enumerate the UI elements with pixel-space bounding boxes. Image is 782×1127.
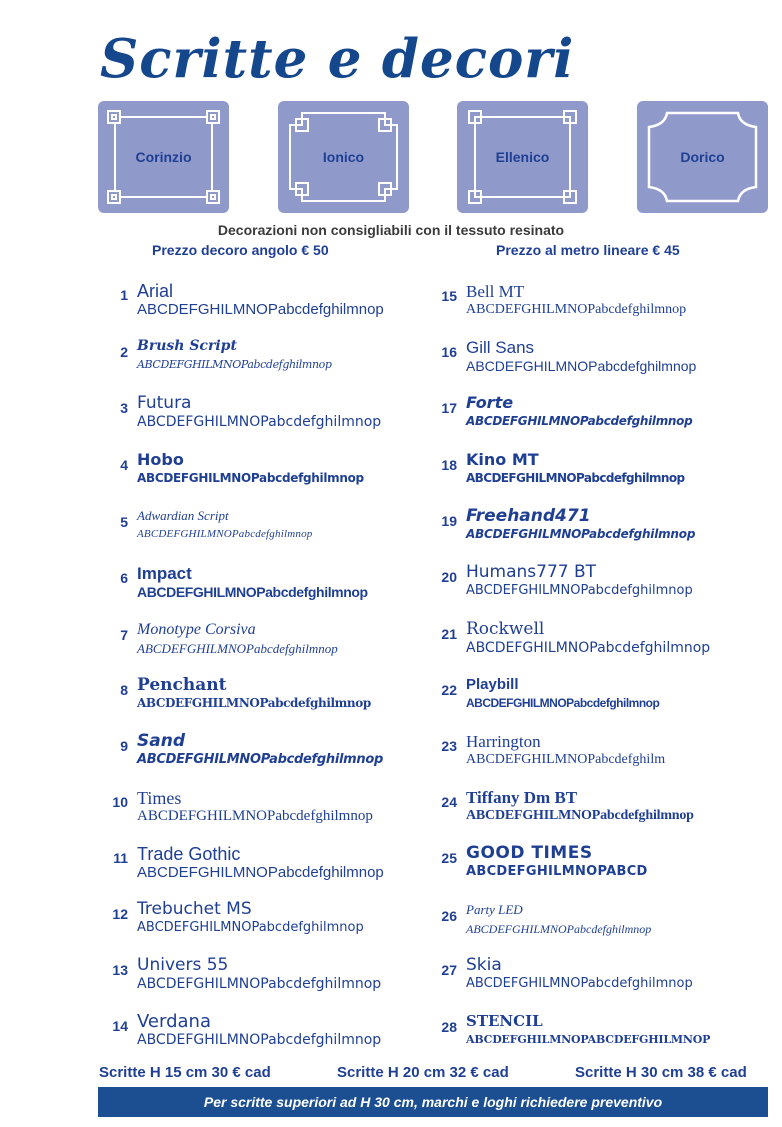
corner-price: Prezzo decoro angolo € 50 [152,242,329,258]
font-name: Freehand471 [466,506,591,526]
resin-fabric-note: Decorazioni non consigliabili con il tessuto resinato [217,222,565,238]
decor-label: Corinzio [135,149,192,165]
height-price-20: Scritte H 20 cm 32 € cad [337,1064,509,1081]
font-name: Times [137,788,182,808]
font-name: Rockwell [466,619,545,639]
font-name: Univers 55 [137,955,229,975]
font-name: Trebuchet MS [137,899,252,919]
font-name: Futura [137,393,192,413]
font-number: 23 [441,738,457,754]
font-sample: ABCDEFGHILMNOPabcdefghilmnop [137,641,338,656]
font-name: Brush Script [137,338,237,354]
font-sample: ABCDEFGHILMNOPabcdefghilmnop [466,527,696,541]
font-sample: ABCDEFGHILMNOPabcdefghilmnop [466,358,697,374]
font-name: Tiffany Dm BT [466,788,578,807]
font-number: 16 [441,344,457,360]
font-name: Arial [137,281,174,301]
font-name: Verdana [137,1011,211,1032]
font-number: 7 [120,627,128,643]
font-sample: ABCDEFGHILMNOPabcdefghilmnop [137,471,364,485]
font-name: Sand [137,731,185,751]
font-number: 18 [441,457,457,473]
font-number: 14 [112,1018,128,1034]
font-number: 26 [441,908,457,924]
font-number: 27 [441,962,457,978]
font-sample: ABCDEFGHILMNOPabcdefghilm [466,752,666,767]
font-sample: ABCDEFGHILMNOPabcdefghilmnop [137,528,313,540]
font-number: 9 [120,738,128,754]
font-name: Harrington [466,732,541,751]
font-name: Adwardian Script [137,508,229,523]
decor-label: Dorico [680,149,725,165]
font-name: Hobo [137,450,184,469]
font-number: 25 [441,850,457,866]
font-sample: ABCDEFGHILMNOPabcdefghilmnop [466,471,685,485]
font-name: Kino MT [466,450,539,469]
font-number: 8 [120,682,128,698]
font-number: 24 [441,794,457,810]
font-number: 10 [112,794,128,810]
font-name: Bell MT [466,282,525,301]
decor-panel-ellenico [457,101,588,213]
font-sample: ABCDEFGHILMNOPabcdefghilmnop [137,976,382,992]
font-name: Monotype Corsiva [137,621,256,638]
font-number: 19 [441,513,457,529]
decor-panel-corinzio [98,101,229,213]
font-number: 22 [441,682,457,698]
font-sample: ABCDEFGHILMNOPabcdefghilmnop [137,414,382,430]
font-name: Party LED [466,902,523,917]
font-number: 17 [441,400,457,416]
font-number: 5 [120,514,128,530]
font-number: 1 [120,287,128,303]
font-sample: ABCDEFGHILMNOPabcdefghilmnop [466,414,693,428]
quote-banner: Per scritte superiori ad H 30 cm, marchi e loghi richiedere preventivo [98,1087,768,1117]
font-name: Skia [466,955,502,975]
decor-panel-ionico [278,101,409,213]
font-number: 6 [120,570,128,586]
font-name: Trade Gothic [137,844,241,864]
font-sample: ABCDEFGHILMNOPabcdefghilmnop [466,583,693,598]
font-sample: ABCDEFGHILMNOPabcdefghilmnop [137,808,373,824]
font-name: Playbill [466,676,519,693]
font-name: Humans777 BT [466,562,597,582]
font-number: 20 [441,569,457,585]
font-number: 12 [112,906,128,922]
font-number: 15 [441,288,457,304]
font-sample: ABCDEFGHILMNOPabcdefghilmnop [137,696,371,710]
font-sample: ABCDEFGHILMNOPABCD [466,864,648,879]
font-number: 28 [441,1019,457,1035]
font-name: Impact [137,564,192,583]
font-number: 4 [120,457,128,473]
font-number: 3 [120,400,128,416]
font-sample: ABCDEFGHILMNOPabcdefghilmnop [466,808,694,823]
font-name: Forte [466,393,514,412]
font-name: Gill Sans [466,338,535,357]
font-number: 21 [441,626,457,642]
font-name: GOOD TIMES [466,843,593,863]
font-sample: ABCDEFGHILMNOPabcdefghilmnop [137,358,332,371]
decor-label: Ellenico [495,149,550,165]
font-sample: ABCDEFGHILMNOPabcdefghilmnop [137,584,368,600]
font-number: 13 [112,962,128,978]
font-sample: ABCDEFGHILMNOPABCDEFGHILMNOP [466,1033,711,1046]
font-sample: ABCDEFGHILMNOPabcdefghilmnop [137,920,364,935]
meter-price: Prezzo al metro lineare € 45 [496,242,680,258]
font-name: STENCIL [466,1012,543,1030]
font-sample: ABCDEFGHILMNOPabcdefghilmnop [137,752,383,767]
page-title: Scritte e decori [100,28,575,90]
font-sample: ABCDEFGHILMNOPabcdefghilmnop [466,696,660,710]
font-sample: ABCDEFGHILMNOPabcdefghilmnop [466,302,687,317]
font-sample: ABCDEFGHILMNOPabcdefghilmnop [137,301,384,318]
font-sample: ABCDEFGHILMNOPabcdefghilmnop [466,640,711,656]
height-price-15: Scritte H 15 cm 30 € cad [99,1064,271,1081]
decor-label: Ionico [322,149,365,165]
decor-panel-dorico [637,101,768,213]
font-number: 2 [120,344,128,360]
font-sample: ABCDEFGHILMNOPabcdefghilmnop [466,976,693,991]
font-number: 11 [113,850,128,866]
font-name: Penchant [137,675,227,695]
height-price-30: Scritte H 30 cm 38 € cad [575,1064,747,1081]
font-sample: ABCDEFGHILMNOPabcdefghilmnop [137,1032,382,1048]
font-sample: ABCDEFGHILMNOPabcdefghilmnop [137,864,384,881]
font-sample: ABCDEFGHILMNOPabcdefghilmnop [466,922,652,936]
